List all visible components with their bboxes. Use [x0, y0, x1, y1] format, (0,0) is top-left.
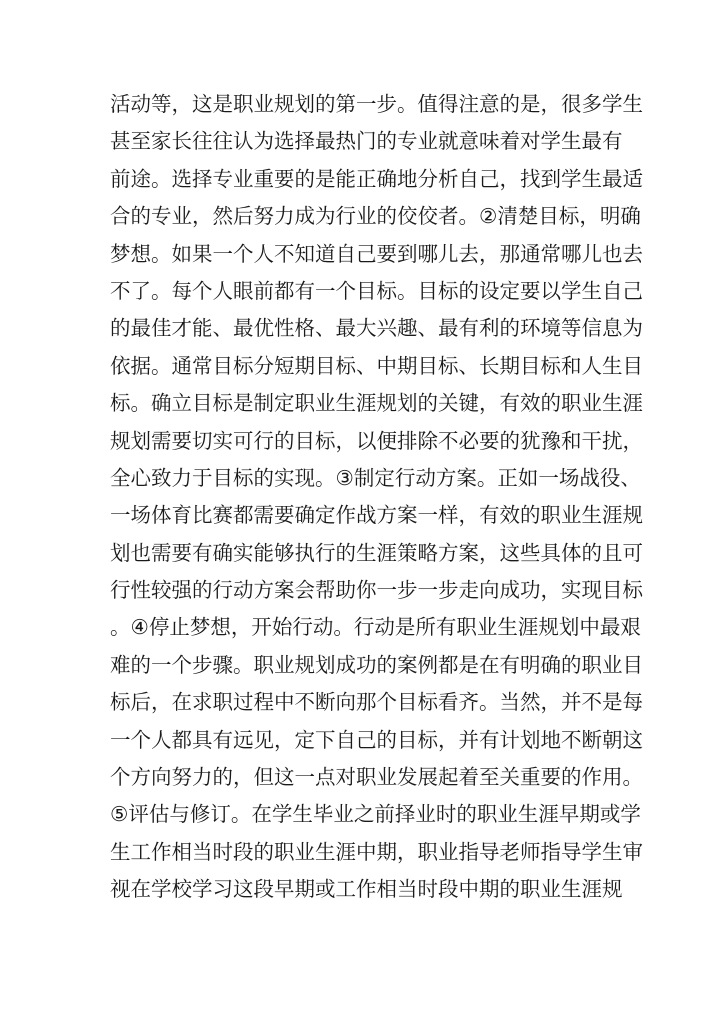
text-line-4: 合的专业，然后努力成为行业的佼佼者。②清楚目标，明确 [110, 204, 641, 229]
text-line-11: 全心致力于目标的实现。③制定行动方案。正如一场战役、 [110, 465, 641, 490]
text-line-3: 前途。选择专业重要的是能正确地分析自己，找到学生最适 [110, 166, 643, 191]
text-line-10: 规划需要切实可行的目标，以便排除不必要的犹豫和干扰， [110, 428, 643, 453]
text-line-18: 一个人都具有远见，定下自己的目标，并有计划地不断朝这 [110, 727, 643, 752]
text-line-9: 标。确立目标是制定职业生涯规划的关键，有效的职业生涯 [110, 391, 643, 416]
text-line-5: 梦想。如果一个人不知道自己要到哪儿去，那通常哪儿也去 [110, 241, 643, 266]
text-line-16: 难的一个步骤。职业规划成功的案例都是在有明确的职业目 [110, 652, 643, 677]
text-line-12: 一场体育比赛都需要确定作战方案一样，有效的职业生涯规 [110, 503, 643, 528]
text-line-17: 标后，在求职过程中不断向那个目标看齐。当然，并不是每 [110, 690, 643, 715]
text-line-2: 甚至家长往往认为选择最热门的专业就意味着对学生最有 [110, 129, 623, 154]
text-line-21: 生工作相当时段的职业生涯中期，职业指导老师指导学生审 [110, 839, 643, 864]
text-line-8: 依据。通常目标分短期目标、中期目标、长期目标和人生目 [110, 353, 643, 378]
text-line-20: ⑤评估与修订。在学生毕业之前择业时的职业生涯早期或学 [110, 802, 641, 827]
text-line-14: 行性较强的行动方案会帮助你一步一步走向成功，实现目标 [110, 578, 643, 603]
text-line-13: 划也需要有确实能够执行的生涯策略方案，这些具体的且可 [110, 540, 643, 565]
body-text [110, 86, 643, 909]
text-line-22: 视在学校学习这段早期或工作相当时段中期的职业生涯规 [110, 877, 623, 902]
text-line-6: 不了。每个人眼前都有一个目标。目标的设定要以学生自己 [110, 278, 643, 303]
text-line-1: 活动等，这是职业规划的第一步。值得注意的是，很多学生 [110, 92, 643, 116]
text-line-7: 的最佳才能、最优性格、最大兴趣、最有利的环境等信息为 [110, 316, 643, 341]
text-line-19: 个方向努力的，但这一点对职业发展起着至关重要的作用。 [110, 765, 643, 790]
text-line-15: 。④停止梦想，开始行动。行动是所有职业生涯规划中最艰 [110, 615, 641, 640]
